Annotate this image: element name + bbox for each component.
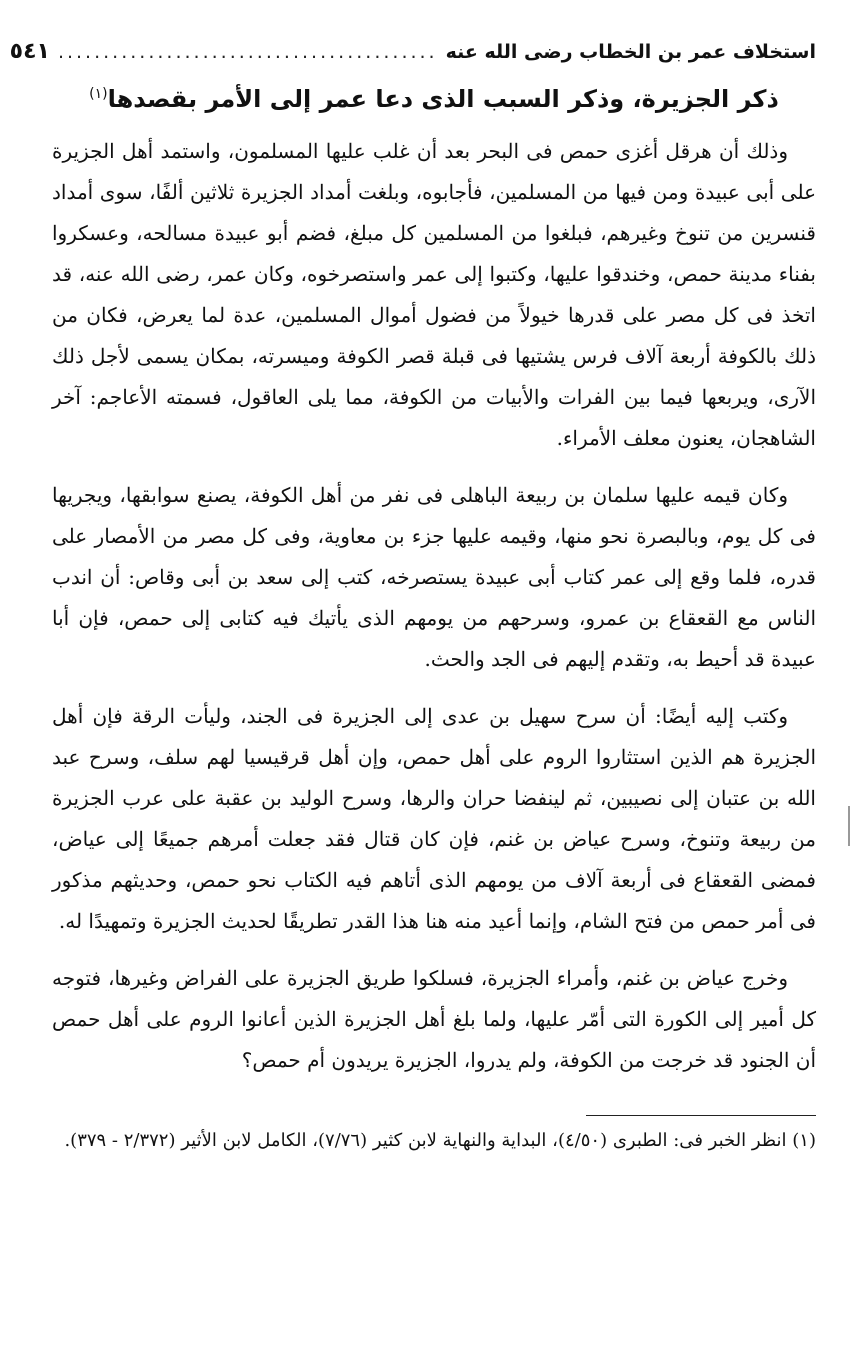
body-paragraph-4: وخرج عياض بن غنم، وأمراء الجزيرة، فسلكوا طريق الجزيرة على الفراض وغيرها، فتوجه كل أمير إلى الكورة التى أمّر عليها، ولما بلغ أهل الجزيرة الذين أعانوا الروم على أهل حمص أن الجنود قد خرجت من الكوفة، ولم يدروا، الجزيرة يريدون أم حمص؟ xyxy=(52,966,816,1072)
footnote-separator xyxy=(586,1115,816,1116)
leader-dots: .......................................... xyxy=(57,41,438,63)
footnote: (١) انظر الخبر فى: الطبرى (٤/٥٠)، البداية والنهاية لابن كثير (٧/٧٦)، الكامل لابن الأثير (٢/٣٧٢ - ٣٧٩). xyxy=(64,1130,816,1151)
body-paragraph-3: وكتب إليه أيضًا: أن سرح سهيل بن عدى إلى الجزيرة فى الجند، وليأت الرقة فإن أهل الجزيرة هم الذين استثاروا الروم على أهل حمص، وإن أهل قرقيسيا لهم سلف، وسرح عبد الله بن عتبان إلى نصيبين، ثم لينفضا حران والرها، وسرح الوليد بن عقبة على عرب الجزيرة من ربيعة وتنوخ، وسرح عياض بن غنم، فإن كان قتال فقد جعلت أمرهم جميعًا إلى عياض، فمضى القعقاع فى أربعة آلاف من يومهم الذى أتاهم فيه الكتاب نحو حمص، وحديثهم مذكور فى أمر حمص من فتح الشام، وإنما أعيد منه هنا هذا القدر تطريقًا لحديث الجزيرة وتمهيدًا له. xyxy=(52,704,816,933)
chapter-heading-text: ذكر الجزيرة، وذكر السبب الذى دعا عمر إلى الأمر بقصدها xyxy=(107,85,779,113)
page-number: ٥٤١ xyxy=(9,39,50,64)
chapter-heading xyxy=(52,76,816,117)
body-paragraph-1: وذلك أن هرقل أغزى حمص فى البحر بعد أن غلب عليها المسلمون، واستمد أهل الجزيرة على أبى عبيدة ومن فيها من المسلمين، فأجابوه، وبلغت أمداد الجزيرة ثلاثين ألفًا، سوى أمداد قنسرين من تنوخ وغيرهم، فبلغوا من المسلمين كل مبلغ، فضم أبو عبيدة مسالحه، وعسكروا بفناء مدينة حمص، وخندقوا عليها، وكتبوا إلى عمر واستصرخوه، وكان عمر، رضى الله عنه، قد اتخذ فى كل مصر على قدرها خيولاً من فضول أموال المسلمين، عدة لما يعرض، فكان من ذلك بالكوفة أربعة آلاف فرس يشتيها فى قبلة قصر الكوفة وميسرته، بمكان يسمى لأجل ذلك الآرى، ويربعها فيما بين الفرات والأبيات من الكوفة، مما يلى العاقول، فسمته الأعاجم: آخر الشاهجان، يعنون معلف الأمراء. xyxy=(52,139,816,450)
scan-margin-mark xyxy=(848,806,850,846)
running-head-title: استخلاف عمر بن الخطاب رضى الله عنه xyxy=(445,41,816,63)
body-paragraph-2: وكان قيمه عليها سلمان بن ربيعة الباهلى فى نفر من أهل الكوفة، يصنع سوابقها، ويجريها فى كل يوم، وبالبصرة نحو منها، وقيمه عليها جزء بن معاوية، وفى كل مصر من الأمصار على قدره، فلما وقع إلى عمر كتاب أبى عبيدة يستصرخه، كتب إلى سعد بن أبى وقاص: أن اندب الناس مع القعقاع بن عمرو، وسرحهم من يومهم الذى يأتيك فيه كتابى إلى حمص، فإن أبا عبيدة قد أحيط به، وتقدم إليهم فى الجد والحث. xyxy=(52,483,816,671)
running-head xyxy=(9,38,816,68)
footnote-reference: (١) xyxy=(89,86,108,102)
